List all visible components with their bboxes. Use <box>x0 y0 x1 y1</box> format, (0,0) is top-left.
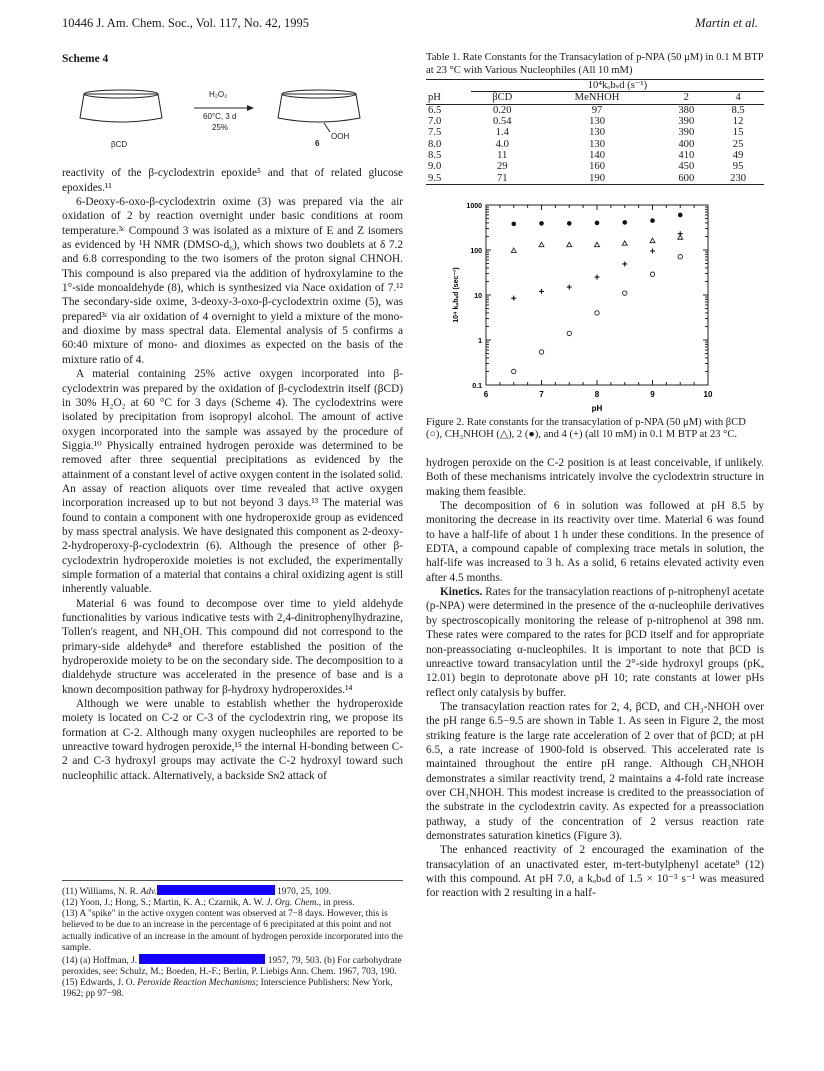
cyclodextrin-shape-left <box>80 90 162 122</box>
table-caption: Table 1. Rate Constants for the Transacylation of p-NPA (50 μM) in 0.1 M BTP at 23 °C with Various Nucleophiles (All 10 mM) <box>426 52 764 76</box>
data-point-compound-4 <box>539 289 544 294</box>
footnote-12: (12) Yoon, J.; Hong, S.; Martin, K. A.; Czarnik, A. W. J. Org. Chem., in press. <box>62 898 355 909</box>
running-header <box>62 16 758 34</box>
data-point-bcd <box>623 291 627 295</box>
data-point-bcd <box>650 272 654 276</box>
table-cell: 130 <box>589 127 605 139</box>
scheme-title: Scheme 4 <box>62 53 109 65</box>
paragraph: Material 6 was found to decompose over time to yield aldehyde functionalities by various indicative tests with 2,4-dinitrophenylhydrazine, Tollen's reagent, and NH₂OH. This compound did not correspond to the primary-side aldehyde⁸ and therefore established the position of the hydroperoxide moiety to be on the secondary side. The decomposition to a dialdehyde structure was accelerated in the presence of base and is a known decomposition pathway for β-hydroxy hydroperoxides.¹⁴ <box>62 597 403 696</box>
table-cell: 140 <box>589 149 605 161</box>
table-row <box>426 161 764 172</box>
data-point-compound-2 <box>622 220 627 225</box>
data-point-bcd <box>567 331 571 335</box>
rate-chart <box>426 195 764 415</box>
scheme-substituent: OOH <box>331 132 350 142</box>
data-point-compound-4 <box>567 284 572 289</box>
scheme-4 <box>62 66 403 166</box>
y-tick-label: 1000 <box>466 202 482 210</box>
data-point-ch3nhoh <box>622 241 627 245</box>
figure-2 <box>426 195 764 415</box>
table-cell: 0.54 <box>492 116 512 128</box>
paragraph: hydrogen peroxide on the C-2 position is at least conceivable, if unlikely. Both of these mechanisms intricately involve the cyclodextrin structure in making them feasible. <box>426 457 764 498</box>
table-group-header: 10⁴kₒbₛd (s⁻¹) <box>471 80 764 92</box>
plot-frame <box>486 205 708 385</box>
y-tick-label: 10 <box>474 292 482 300</box>
table-cell: 8.5 <box>731 104 745 116</box>
paragraph: Kinetics. Rates for the transacylation reactions of p-nitrophenyl acetate (p-NPA) were determined in the presence of the α-nucleophile derivatives by spectroscopically monitoring the release of p-nitrophenol at 398 nm. These rates were compared to the rates for βCD itself and for appropriate non-preassociating α-nucleophiles. It is important to note that βCD is unreactive toward transacylation until the 2°-side hydroxyl groups (pKₐ 12.01) begin to deprotonate above pH 10; rate constants at lower pHs reflect only catalysis by buffer. <box>426 586 765 699</box>
x-tick-label: 9 <box>650 389 655 399</box>
table-cell: 71 <box>496 172 508 184</box>
data-point-compound-2 <box>595 220 600 225</box>
scheme-yield: 25% <box>212 123 229 133</box>
x-tick-label: 10 <box>703 389 713 399</box>
data-point-compound-2 <box>650 218 655 223</box>
paragraph: Although we were unable to establish whether the hydroperoxide moiety is located on C-2 or C-3 of the cyclodextrin ring, we propose its formation at C-2. Although many oxygen nucleophiles are reported to be unreactive toward hydrogen peroxide,¹⁵ the internal H-bonding between C-2 and C-3 hydroxyl groups may activate the C-2 hydroxyl toward such nucleophilic attack. Alternatively, a backside Sɴ2 attack of <box>62 698 403 782</box>
data-point-bcd <box>595 311 599 315</box>
data-point-compound-4 <box>511 296 516 301</box>
table-cell: 8.0 <box>428 138 442 150</box>
figure-caption: Figure 2. Rate constants for the transacylation of p-NPA (50 μM) with βCD (○), CH₃NHOH (△), 2 (●), and 4 (+) (all 10 mM) in 0.1 M BTP at 23 °C. <box>426 416 746 441</box>
table-row <box>426 104 764 116</box>
author-header: Martin et al. <box>695 16 758 30</box>
table-row <box>426 139 764 150</box>
data-point-ch3nhoh <box>567 242 572 246</box>
table-cell: 7.5 <box>428 127 442 139</box>
table-cell: 1.4 <box>495 127 509 139</box>
journal-citation: 10446 J. Am. Chem. Soc., Vol. 117, No. 42, 1995 <box>62 16 310 30</box>
y-tick-label: 100 <box>470 247 482 255</box>
table-cell: 190 <box>589 172 605 184</box>
table-cell: 130 <box>589 116 605 128</box>
data-point-compound-2 <box>678 213 683 218</box>
footnotes <box>62 880 403 1001</box>
data-point-bcd <box>539 350 543 354</box>
section-heading: Kinetics. <box>440 586 483 599</box>
table-cell: 15 <box>732 127 744 139</box>
x-tick-label: 7 <box>539 389 544 399</box>
paragraph: reactivity of the β-cyclodextrin epoxide⁵ and that of related glucose epoxides.¹¹ <box>62 167 403 194</box>
table-cell: 0.20 <box>492 104 512 116</box>
footnote-13: (13) A "spike" in the active oxygen content was observed at 7−8 days. However, this is believed to be due to an increase in the percentage of 6 precipitated at this point and not actually indicative of an increase in the amount of hydrogen peroxide incorporated into the sample. <box>62 909 403 953</box>
table-cell: 49 <box>732 149 744 161</box>
table-row <box>426 116 764 127</box>
table-cell: 6.5 <box>428 104 442 116</box>
table-cell: 160 <box>589 161 605 173</box>
table-header: pH <box>428 92 441 104</box>
data-point-compound-2 <box>539 221 544 226</box>
table-cell: 410 <box>678 149 695 161</box>
scheme-conditions: 60°C, 3 d <box>203 112 237 122</box>
table-row <box>426 150 764 161</box>
table-cell: 11 <box>497 149 508 161</box>
rate-constants-table <box>426 79 764 185</box>
table-cell: 390 <box>678 116 695 128</box>
paragraph: The transacylation reaction rates for 2, 4, βCD, and CH₃-NHOH over the pH range 6.5−9.5 are shown in Table 1. As seen in Figure 2, the most striking feature is the large rate acceleration of 2 over that of βCD; at pH 6.5, a rate increase of 1900-fold is observed. This accelerated rate is maintained throughout the entire pH range. Although CH₃NHOH demonstrates a similar reactivity trend, 2 maintains a 4-fold rate increase over CH₃NHOH. This modest increase is credited to the preassociation of the substrate in the cyclodextrin cavity. As expected for a preassociation pathway, a study of the concentration of 2 versus reaction rate demonstrates saturation kinetics (Figure 3). <box>426 700 764 842</box>
data-point-bcd <box>512 369 516 373</box>
data-point-compound-2 <box>567 221 572 226</box>
x-tick-label: 8 <box>594 389 600 399</box>
right-column <box>426 52 764 901</box>
x-axis-label: pH <box>591 403 603 413</box>
table-cell: 9.0 <box>428 161 442 173</box>
data-point-bcd <box>678 254 682 258</box>
data-point-ch3nhoh <box>595 242 600 246</box>
table-header: 2 <box>683 92 689 104</box>
table-cell: 600 <box>678 172 695 184</box>
table-cell: 4.0 <box>495 138 509 150</box>
data-point-compound-4 <box>650 248 655 253</box>
x-tick-label: 6 <box>483 389 489 399</box>
redaction-bar <box>139 954 265 964</box>
footnote-15: (15) Edwards, J. O. Peroxide Reaction Mechanisms; Interscience Publishers: New York, 1962; pp 97−98. <box>62 978 393 1000</box>
footnote-14: (14) (a) Hoffman, J. 1957, 79, 503. (b) For carbohydrate peroxides, see: Schulz, M.; Boeden, H.-F.; Berlin, P. Liebigs Ann. Chem. 1967, 703, 190. <box>62 955 402 978</box>
scheme-product-label: 6 <box>315 139 320 149</box>
table-cell: 400 <box>678 138 695 150</box>
redaction-bar <box>157 885 275 895</box>
y-tick-label: 0.1 <box>472 382 482 390</box>
paragraph: A material containing 25% active oxygen incorporated into β-cyclodextrin was prepared by the oxidation of β-cyclodextrin itself (βCD) in 30% H₂O₂ at 60 °C for 3 days (Scheme 4). The cyclodextrins were isolated by precipitation from isopropyl alcohol. The amount of active oxygen incorporated into the sample was assayed by the procedure of Siggia.¹⁰ Physically entrained hydrogen peroxide was determined to be removed after three sequential precipitations as evidenced by the attainment of a constant level of active oxygen content in the isolated solid. An assay of reaction aliquots over time revealed that active oxygen incorporation increased up to but not beyond 3 days.¹³ The material was found to contain a component with one hydroperoxide group as evidenced by mass spectral analysis. We have designated this component as 2-deoxy-2-hydroperoxy-β-cyclodextrin (6). Although the presence of other β-cyclodextrin hydroperoxide moieties is not excluded, the experimentally simple formation of a material that contains a chiral oxidizing agent is still inherently valuable. <box>62 368 404 596</box>
table-header: βCD <box>492 92 513 104</box>
table-row <box>426 127 764 138</box>
table-cell: 8.5 <box>428 149 442 161</box>
table-cell: 230 <box>730 172 747 184</box>
table-cell: 12 <box>732 116 744 128</box>
data-point-ch3nhoh <box>511 248 516 252</box>
data-point-compound-4 <box>622 261 627 266</box>
y-axis-label: 10⁴ kₒbₛd (sec⁻¹) <box>453 267 460 323</box>
table-cell: 9.5 <box>428 172 442 184</box>
table-cell: 25 <box>732 138 744 150</box>
table-cell: 130 <box>589 138 605 150</box>
table-row <box>426 173 764 185</box>
table-cell: 7.0 <box>428 116 442 128</box>
paragraph: The decomposition of 6 in solution was followed at pH 8.5 by monitoring the decrease in its reactivity over time. Material 6 was found to have a half-life of about 1 h under these conditions. In the presence of EDTA, a compound capable of complexing trace metals in solution, the half-life was increased to 3 h. As a solid, 6 retains elevated activity even after 4.5 months. <box>426 500 764 584</box>
table-cell: 97 <box>591 104 603 116</box>
data-point-compound-2 <box>511 221 516 226</box>
table-cell: 390 <box>678 127 695 139</box>
table-header: MeNHOH <box>574 92 620 104</box>
y-tick-label: 1 <box>478 337 482 345</box>
table-cell: 450 <box>678 161 695 173</box>
table-header-row <box>426 92 764 104</box>
table-cell: 95 <box>732 161 744 173</box>
table-cell: 380 <box>678 104 695 116</box>
scheme-start-label: βCD <box>111 140 128 150</box>
table-header: 4 <box>735 92 741 104</box>
scheme-reagent: H₂O₂ <box>209 90 228 100</box>
cyclodextrin-shape-right <box>278 90 360 132</box>
paragraph: 6-Deoxy-6-oxo-β-cyclodextrin oxime (3) was prepared via the air oxidation of 2 by reaction overnight under basic conditions at room temperature.³ᶜ Compound 3 was isolated as a mixture of E and Z isomers as evidenced by ¹H NMR (DMSO-d₆), which shows two doublets at δ 7.2 and 6.8 corresponding to the two isomers of the proton signal CHNOH. This compound is also prepared via the addition of hydroxylamine to the 1°-side monoaldehyde (8), which is synthesized via Nace oxidation of 7.¹² The secondary-side oxime, 3-deoxy-3-oxo-β-cyclodextrin oxime (5), was prepared³ᶜ via air oxidation of 4 overnight to yield a mixture of the mono- and dioxime by mass spectral data. Elemental analysis of 5 confirms a 60:40 mixture of mono- and dioximes as expected on the basis of the mixture ratio of 4. <box>62 196 403 366</box>
data-point-ch3nhoh <box>650 238 655 242</box>
data-point-compound-4 <box>595 274 600 279</box>
data-point-ch3nhoh <box>539 242 544 246</box>
footnote-11: (11) Williams, N. R. Adv. 1970, 25, 109. <box>62 887 332 897</box>
left-column <box>62 52 403 783</box>
paragraph: The enhanced reactivity of 2 encouraged the examination of the transacylation of an unactivated ester, m-tert-butylphenyl acetate⁹ (12) with this compound. At pH 7.0, a kₒbₛd of 1.5 × 10⁻³ s⁻¹ was measured for reaction with 2 resulting in a half- <box>426 844 764 900</box>
table-cell: 29 <box>496 161 508 173</box>
data-point-compound-4 <box>678 231 683 236</box>
